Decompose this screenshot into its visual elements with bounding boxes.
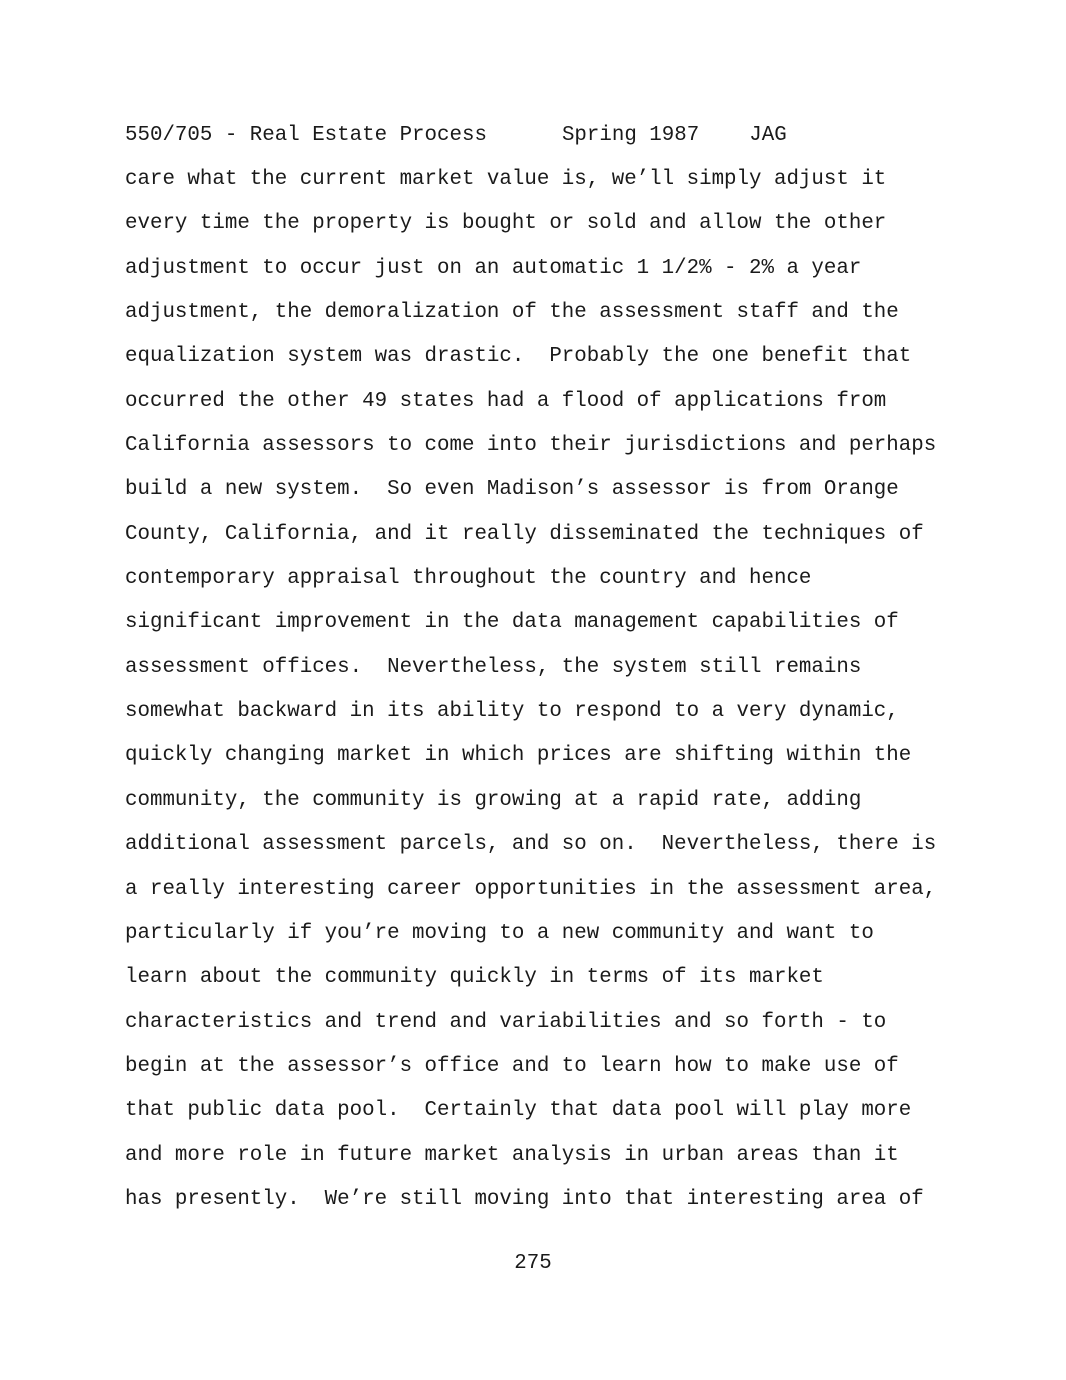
text-line: significant improvement in the data management capabilities of — [125, 611, 899, 635]
text-line: occurred the other 49 states had a flood of applications from — [125, 389, 887, 413]
text-line: learn about the community quickly in terms of its market — [125, 966, 824, 990]
page-number: 275 — [514, 1252, 552, 1275]
text-line: quickly changing market in which prices are shifting within the — [125, 744, 912, 768]
course-title: 550/705 - Real Estate Process — [125, 124, 487, 147]
text-line: care what the current market value is, we’ll simply adjust it — [125, 168, 887, 191]
text-line: has presently. We’re still moving into that interesting area of — [125, 1187, 924, 1211]
author-initials: JAG — [749, 124, 787, 147]
body-text — [125, 168, 936, 1232]
text-line: County, California, and it really disseminated the techniques of — [125, 522, 924, 546]
text-line: assessment offices. Nevertheless, the system still remains — [125, 655, 862, 679]
text-line: a really interesting career opportunities in the assessment area, — [125, 877, 937, 901]
text-line: build a new system. So even Madison’s assessor is from Orange — [125, 478, 899, 502]
text-line: contemporary appraisal throughout the country and hence — [125, 567, 812, 591]
term: Spring 1987 — [561, 124, 700, 147]
text-line: additional assessment parcels, and so on. Nevertheless, there is — [125, 833, 937, 857]
text-line: community, the community is growing at a rapid rate, adding — [125, 788, 862, 812]
text-line: and more role in future market analysis in urban areas than it — [125, 1143, 899, 1167]
page-header — [125, 124, 787, 148]
text-line: begin at the assessor’s office and to learn how to make use of — [125, 1054, 899, 1078]
text-line: somewhat backward in its ability to respond to a very dynamic, — [125, 700, 899, 724]
text-line: that public data pool. Certainly that data pool will play more — [125, 1099, 912, 1123]
text-line: every time the property is bought or sold and allow the other — [125, 212, 887, 236]
text-line: California assessors to come into their jurisdictions and perhaps — [125, 434, 937, 458]
text-line: particularly if you’re moving to a new community and want to — [125, 921, 874, 945]
text-line: equalization system was drastic. Probably the one benefit that — [125, 345, 912, 369]
text-line: characteristics and trend and variabilities and so forth - to — [125, 1010, 887, 1034]
text-line: adjustment, the demoralization of the assessment staff and the — [125, 301, 899, 325]
text-line: adjustment to occur just on an automatic 1 1/2% - 2% a year — [125, 256, 862, 280]
